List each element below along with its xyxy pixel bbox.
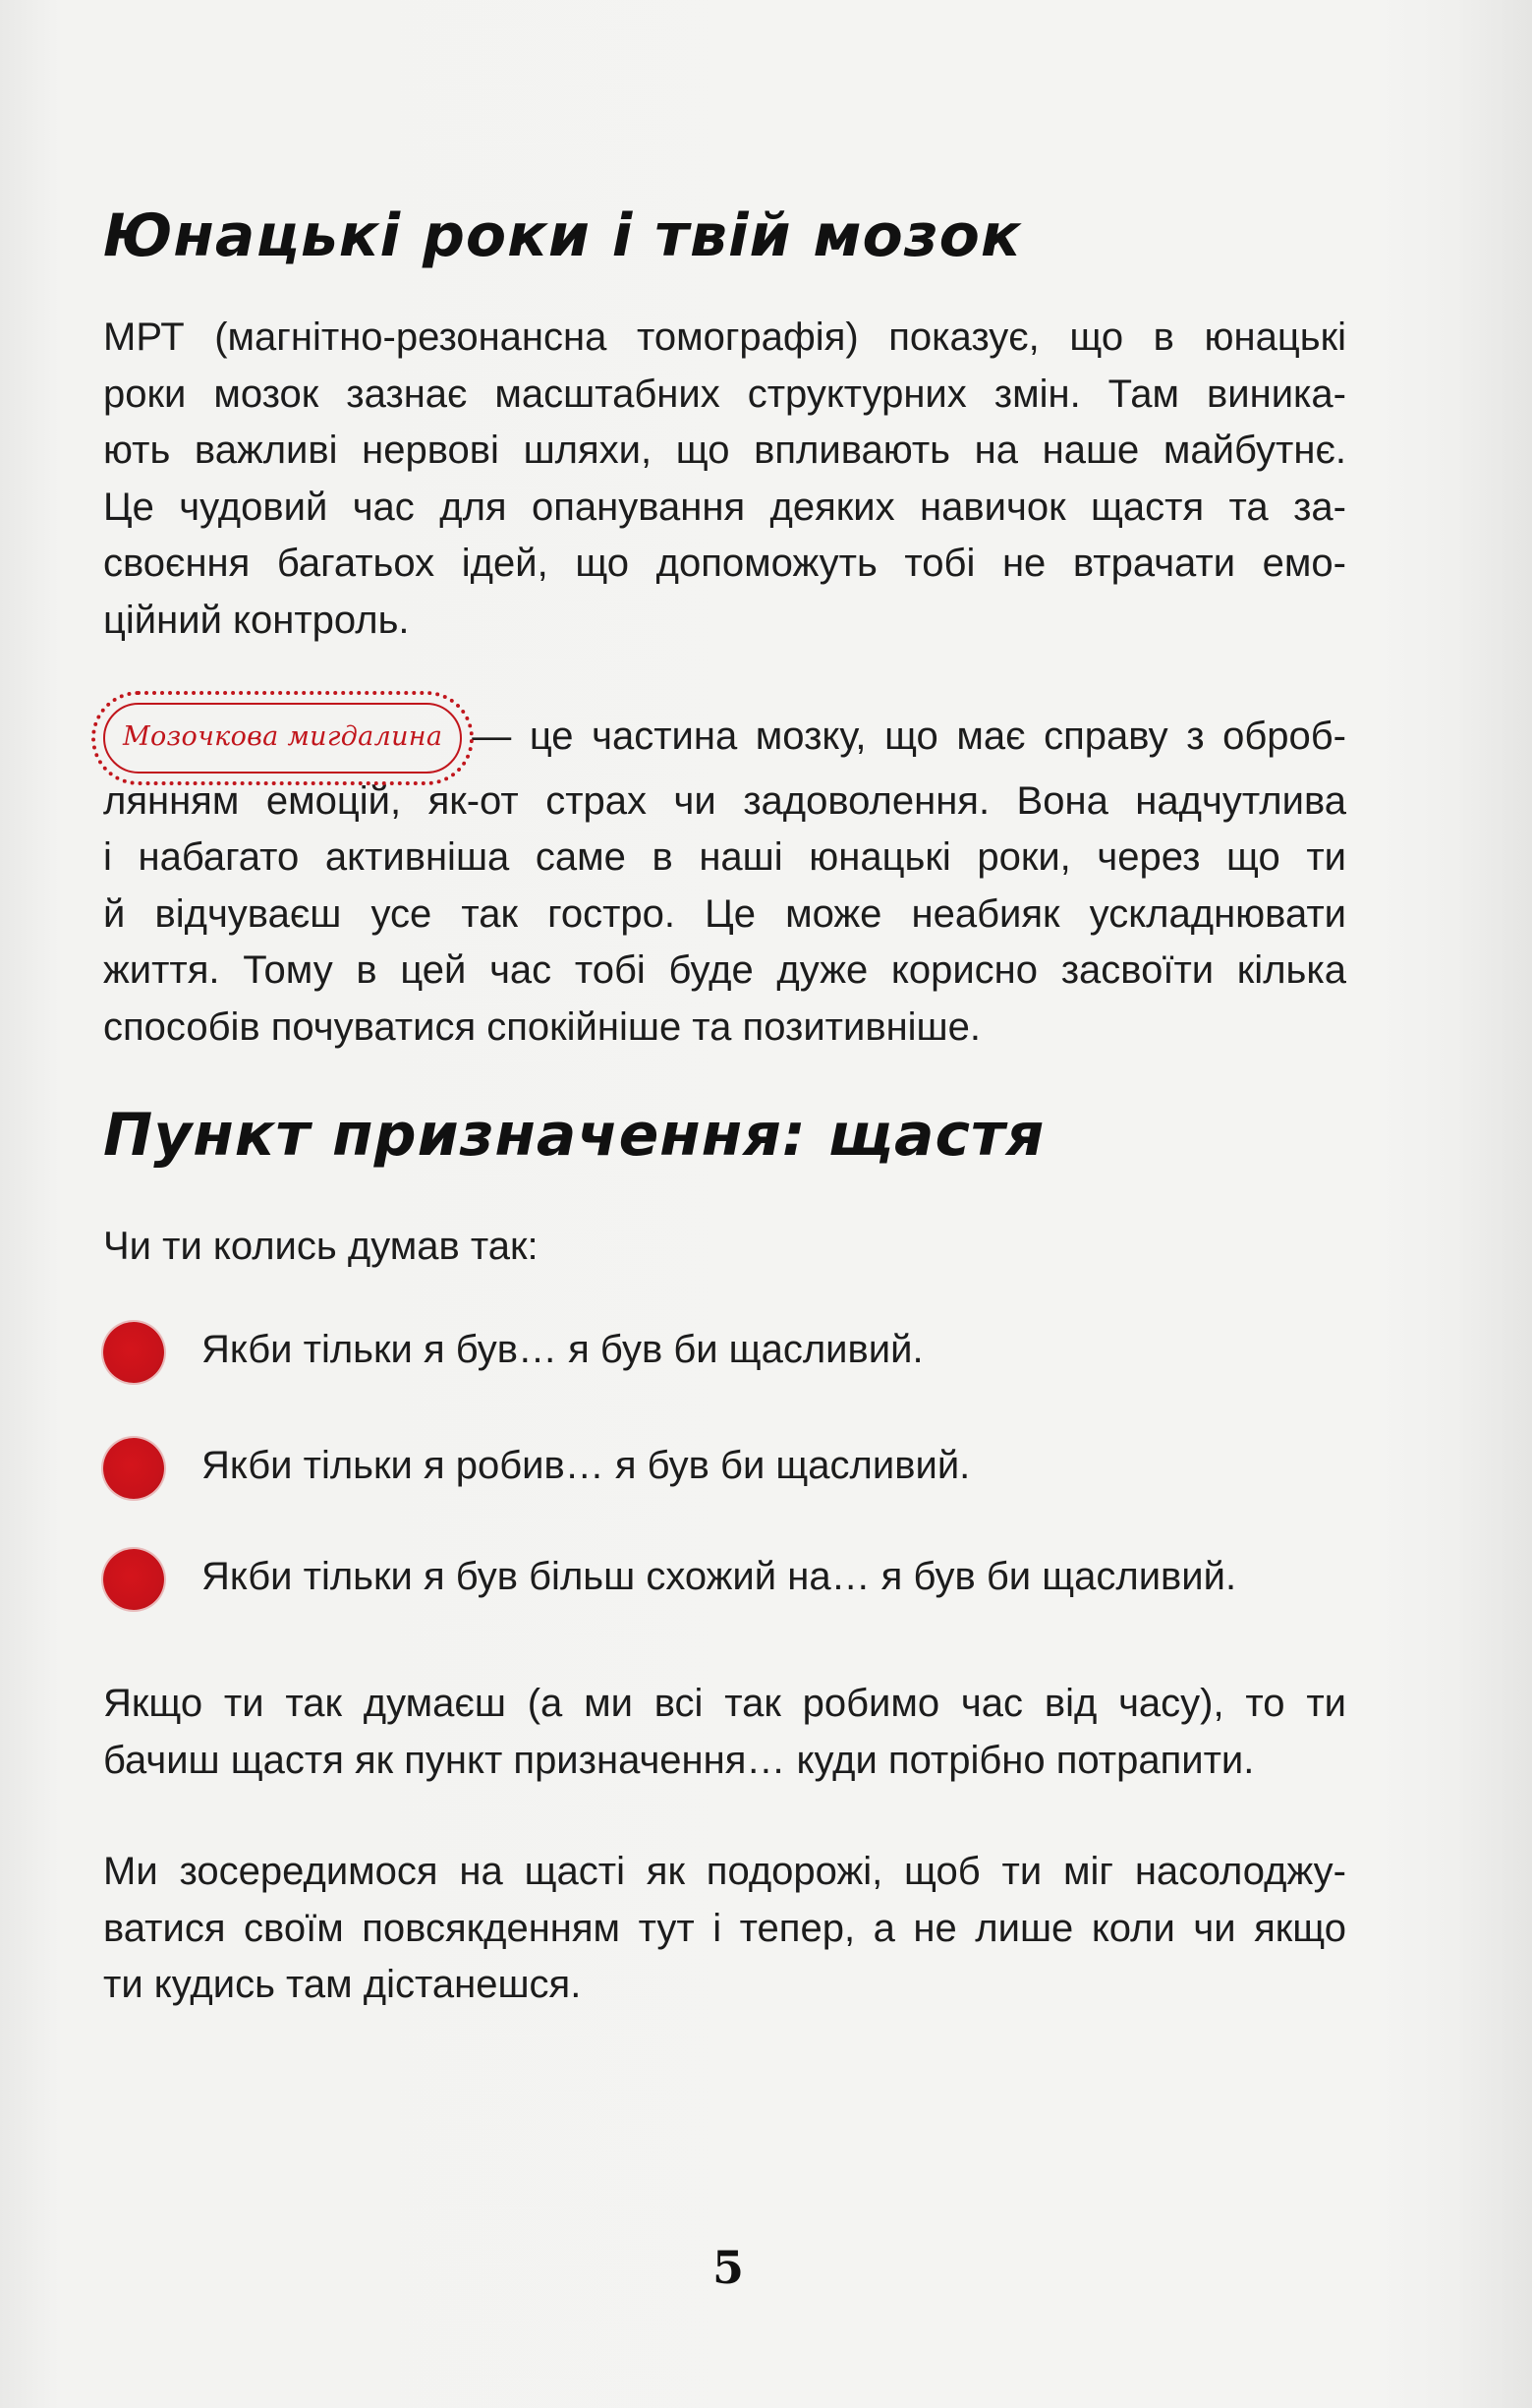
paragraph-line: Якщо ти так думаєш (а ми всі так робимо час від часу), то ти [103, 1682, 1346, 1725]
paragraph-line: Це чудовий час для опанування деяких навичок щастя та за- [103, 485, 1346, 529]
list-item [103, 1549, 1381, 1608]
section-title-destination-happiness: Пункт призначення: щастя [103, 1101, 1046, 1170]
list-item [103, 1322, 1381, 1381]
paragraph-line: і набагато активніша саме в наші юнацькі роки, через що ти [103, 835, 1346, 879]
paragraph-line: й відчуваєш усе так гостро. Це може неабияк ускладнювати [103, 891, 1346, 936]
list-item [103, 1438, 1381, 1497]
paragraph-line: способів почуватися спокійніше та позитивніше. [103, 1004, 982, 1049]
paragraph-line: ють важливі нервові шляхи, що впливають на наше майбутнє. [103, 429, 1346, 472]
paragraph-line: лянням емоцій, як-от страх чи задоволення. Вона надчутлива [103, 778, 1346, 823]
paragraph-line: Чи ти колись думав так: [103, 1225, 539, 1268]
paragraph-line: життя. Тому в цей час тобі буде дуже корисно засвоїти кілька [103, 948, 1346, 992]
page-edge-shadow [1454, 0, 1532, 2408]
paragraph-line: ційний контроль. [103, 598, 410, 642]
paragraph-line: роки мозок зазнає масштабних структурних змін. Там виника- [103, 372, 1346, 416]
red-bullet-icon [103, 1549, 164, 1610]
list-item-text: Якби тільки я робив… я був би щасливий. [201, 1444, 971, 1487]
destination-paragraph [103, 1676, 1346, 1789]
list-item-text: Якби тільки я був… я був би щасливий. [201, 1328, 924, 1371]
page-number: 5 [712, 2241, 745, 2294]
amygdala-paragraph [103, 703, 1346, 1056]
red-bullet-icon [103, 1438, 164, 1499]
paragraph-line [103, 703, 1346, 774]
amygdala-term-badge: Мозочкова мигдалина [103, 703, 462, 774]
red-bullet-icon [103, 1322, 164, 1383]
paragraph-line: ватися своїм повсякденням тут і тепер, а не лише коли чи якщо [103, 1906, 1346, 1950]
journey-paragraph [103, 1844, 1346, 2014]
paragraph-line: МРТ (магнітно-резонансна томографія) показує, що в юнацькі [103, 315, 1346, 359]
section-title-teen-brain: Юнацькі роки і твій мозок [103, 201, 1022, 270]
paragraph-line: ти кудись там дістанешся. [103, 1963, 582, 2006]
paragraph-line: Ми зосередимося на щасті як подорожі, щоб ти міг насолоджу- [103, 1850, 1346, 1893]
intro-question [103, 1219, 693, 1276]
paragraph-line: своєння багатьох ідей, що допоможуть тобі не втрачати емо- [103, 542, 1346, 585]
list-item-text: Якби тільки я був більш схожий на… я був би щасливий. [201, 1555, 1237, 1598]
paragraph-line-text: — це частина мозку, що має справу з оброб- [472, 715, 1346, 758]
paragraph-line: бачиш щастя як пункт призначення… куди потрібно потрапити. [103, 1738, 1255, 1782]
mri-paragraph [103, 310, 1346, 649]
